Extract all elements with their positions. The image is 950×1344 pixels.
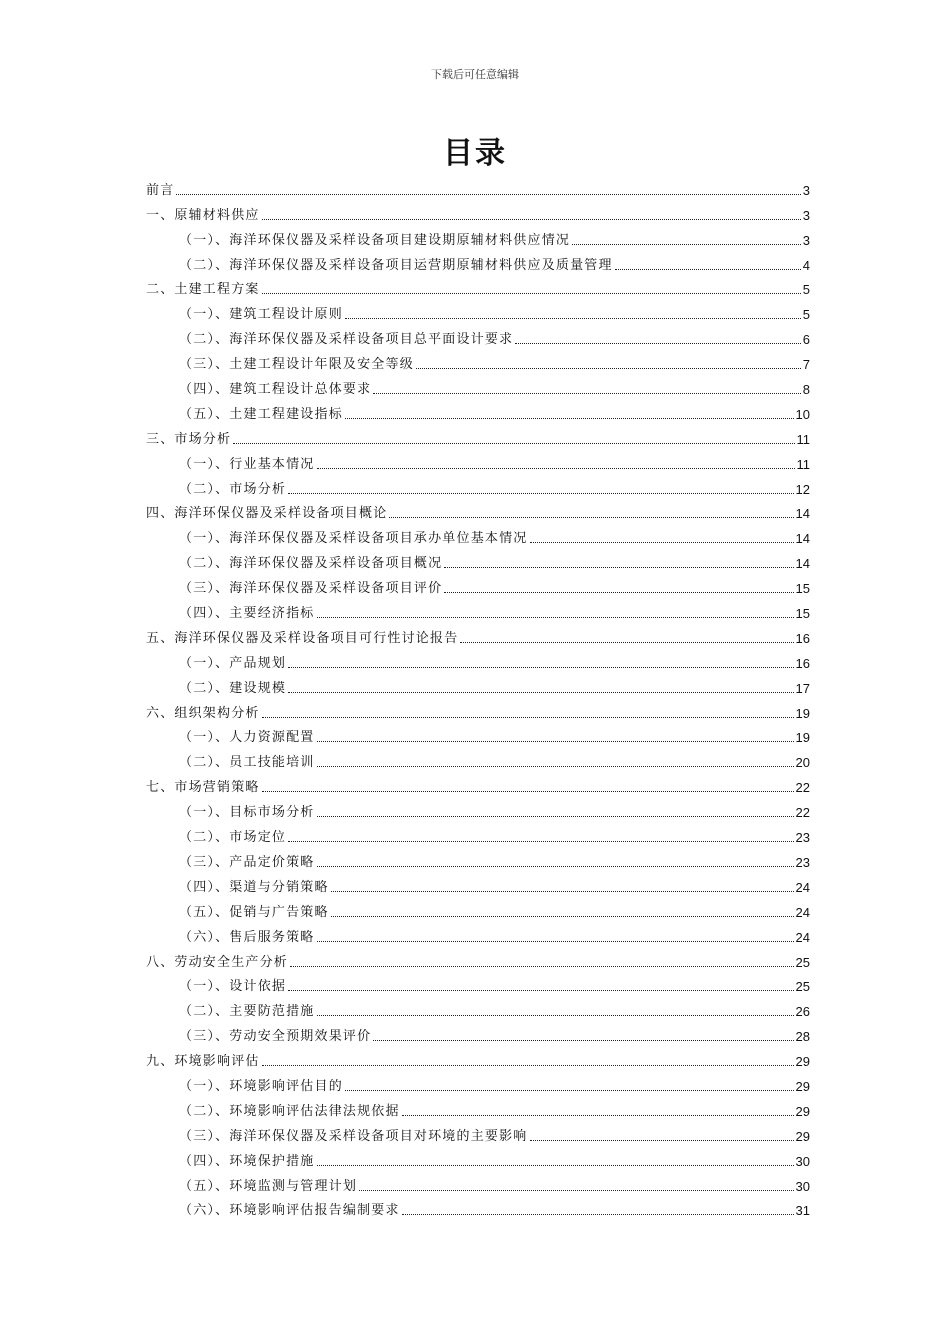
toc-dot-leader — [402, 1115, 794, 1116]
toc-entry-label: （五）、环境监测与管理计划 — [179, 1178, 358, 1194]
toc-dot-leader — [317, 1015, 794, 1016]
toc-entry-page-number: 5 — [802, 307, 810, 323]
toc-entry[interactable] — [146, 996, 810, 1021]
toc-dot-leader — [288, 841, 793, 842]
toc-entry-page-number: 11 — [796, 431, 810, 447]
toc-entry[interactable] — [146, 1021, 810, 1046]
toc-entry-label: （一）、建筑工程设计原则 — [179, 307, 343, 323]
toc-entry[interactable] — [146, 747, 810, 772]
toc-entry-label: （六）、售后服务策略 — [179, 929, 315, 945]
toc-entry-label: 六、组织架构分析 — [146, 705, 260, 721]
toc-entry-label: 三、市场分析 — [146, 431, 232, 447]
toc-dot-leader — [317, 617, 794, 618]
toc-entry-page-number: 29 — [795, 1078, 810, 1094]
toc-dot-leader — [288, 493, 793, 494]
toc-entry-label: （三）、海洋环保仪器及采样设备项目对环境的主要影响 — [179, 1128, 528, 1144]
toc-entry-page-number: 19 — [795, 730, 810, 746]
toc-entry-page-number: 10 — [795, 406, 810, 422]
toc-entry-page-number: 6 — [802, 332, 810, 348]
toc-entry-label: （五）、土建工程建设指标 — [179, 406, 343, 422]
toc-entry-label: （三）、劳动安全预期效果评价 — [179, 1029, 372, 1045]
toc-dot-leader — [345, 1090, 794, 1091]
toc-dot-leader — [359, 1190, 793, 1191]
toc-entry-page-number: 14 — [795, 556, 810, 572]
toc-entry[interactable] — [146, 1121, 810, 1146]
toc-dot-leader — [389, 517, 793, 518]
toc-entry-label: （六）、环境影响评估报告编制要求 — [179, 1203, 400, 1219]
toc-entry-page-number: 15 — [795, 606, 810, 622]
toc-entry-page-number: 4 — [802, 257, 810, 273]
toc-entry[interactable] — [146, 275, 810, 300]
toc-entry-page-number: 3 — [802, 207, 810, 223]
toc-entry-label: （一）、产品规划 — [179, 655, 287, 671]
toc-dot-leader — [262, 717, 794, 718]
toc-entry-label: （三）、产品定价策略 — [179, 854, 315, 870]
toc-entry[interactable] — [146, 200, 810, 225]
toc-entry-label: （一）、环境影响评估目的 — [179, 1078, 343, 1094]
toc-dot-leader — [530, 1140, 794, 1141]
toc-dot-leader — [345, 418, 794, 419]
toc-entry[interactable] — [146, 972, 810, 997]
toc-dot-leader — [373, 1040, 793, 1041]
toc-entry[interactable] — [146, 424, 810, 449]
toc-entry-label: 五、海洋环保仪器及采样设备项目可行性讨论报告 — [146, 630, 459, 646]
toc-entry[interactable] — [146, 623, 810, 648]
toc-entry[interactable] — [146, 648, 810, 673]
toc-dot-leader — [345, 318, 801, 319]
toc-entry-label: （一）、目标市场分析 — [179, 805, 315, 821]
toc-entry[interactable] — [146, 573, 810, 598]
toc-entry-page-number: 25 — [795, 954, 810, 970]
toc-entry-label: （四）、渠道与分销策略 — [179, 879, 329, 895]
toc-entry-page-number: 5 — [802, 282, 810, 298]
toc-entry-page-number: 24 — [795, 904, 810, 920]
toc-entry-page-number: 29 — [795, 1103, 810, 1119]
toc-entry-label: （五）、促销与广告策略 — [179, 904, 329, 920]
toc-entry[interactable] — [146, 225, 810, 250]
toc-entry-label: （三）、土建工程设计年限及安全等级 — [179, 357, 414, 373]
toc-dot-leader — [331, 916, 794, 917]
toc-entry-page-number: 17 — [795, 680, 810, 696]
toc-entry-page-number: 15 — [795, 581, 810, 597]
toc-dot-leader — [373, 393, 800, 394]
toc-dot-leader — [262, 1065, 794, 1066]
toc-entry-page-number: 23 — [795, 854, 810, 870]
toc-entry[interactable] — [146, 1071, 810, 1096]
toc-entry[interactable] — [146, 299, 810, 324]
toc-entry-label: （二）、海洋环保仪器及采样设备项目概况 — [179, 556, 443, 572]
toc-entry-label: 二、土建工程方案 — [146, 282, 260, 298]
toc-entry[interactable] — [146, 698, 810, 723]
toc-dot-leader — [416, 368, 801, 369]
toc-entry[interactable] — [146, 847, 810, 872]
toc-dot-leader — [233, 443, 794, 444]
toc-entry-page-number: 14 — [795, 506, 810, 522]
toc-entry-page-number: 22 — [795, 780, 810, 796]
toc-entry-page-number: 12 — [795, 481, 810, 497]
toc-entry-page-number: 25 — [795, 979, 810, 995]
toc-entry[interactable] — [146, 822, 810, 847]
toc-dot-leader — [317, 941, 794, 942]
toc-entry-label: （一）、海洋环保仪器及采样设备项目建设期原辅材料供应情况 — [179, 232, 571, 248]
toc-entry-page-number: 30 — [795, 1178, 810, 1194]
toc-entry[interactable] — [146, 324, 810, 349]
toc-entry[interactable] — [146, 349, 810, 374]
toc-entry[interactable] — [146, 872, 810, 897]
toc-dot-leader — [288, 990, 793, 991]
toc-entry-page-number: 20 — [795, 755, 810, 771]
page-header-note: 下载后可任意编辑 — [431, 68, 519, 81]
toc-dot-leader — [317, 741, 794, 742]
toc-entry-label: 九、环境影响评估 — [146, 1054, 260, 1070]
toc-dot-leader — [460, 642, 793, 643]
toc-entry-page-number: 19 — [795, 705, 810, 721]
toc-entry[interactable] — [146, 1171, 810, 1196]
toc-entry-page-number: 24 — [795, 879, 810, 895]
toc-entry-label: （二）、海洋环保仪器及采样设备项目总平面设计要求 — [179, 332, 514, 348]
toc-entry-page-number: 31 — [795, 1203, 810, 1219]
toc-entry-label: （二）、主要防范措施 — [179, 1004, 315, 1020]
toc-entry-label: 前言 — [146, 182, 175, 198]
table-of-contents — [146, 175, 810, 1220]
toc-entry-label: 四、海洋环保仪器及采样设备项目概论 — [146, 506, 388, 522]
toc-entry[interactable] — [146, 1096, 810, 1121]
toc-dot-leader — [530, 542, 794, 543]
toc-entry[interactable] — [146, 499, 810, 524]
toc-dot-leader — [176, 194, 800, 195]
toc-dot-leader — [288, 667, 793, 668]
toc-dot-leader — [572, 244, 801, 245]
toc-dot-leader — [317, 866, 794, 867]
toc-entry[interactable] — [146, 1146, 810, 1171]
toc-entry-label: （二）、建设规模 — [179, 680, 287, 696]
toc-entry-page-number: 29 — [795, 1054, 810, 1070]
toc-entry-page-number: 28 — [795, 1029, 810, 1045]
toc-entry-page-number: 23 — [795, 830, 810, 846]
toc-entry-label: （一）、设计依据 — [179, 979, 287, 995]
toc-entry-page-number: 30 — [795, 1153, 810, 1169]
toc-entry-label: （四）、主要经济指标 — [179, 606, 315, 622]
toc-dot-leader — [515, 343, 800, 344]
toc-entry-page-number: 14 — [795, 531, 810, 547]
toc-entry[interactable] — [146, 797, 810, 822]
toc-entry[interactable] — [146, 474, 810, 499]
toc-entry-label: （一）、行业基本情况 — [179, 456, 315, 472]
toc-entry-page-number: 16 — [795, 630, 810, 646]
toc-entry[interactable] — [146, 449, 810, 474]
toc-entry-label: （一）、人力资源配置 — [179, 730, 315, 746]
toc-entry[interactable] — [146, 175, 810, 200]
toc-entry[interactable] — [146, 723, 810, 748]
toc-entry[interactable] — [146, 250, 810, 275]
toc-entry[interactable] — [146, 523, 810, 548]
toc-entry[interactable] — [146, 897, 810, 922]
toc-entry[interactable] — [146, 374, 810, 399]
toc-entry-label: （四）、环境保护措施 — [179, 1153, 315, 1169]
toc-entry[interactable] — [146, 673, 810, 698]
toc-entry[interactable] — [146, 399, 810, 424]
toc-entry[interactable] — [146, 947, 810, 972]
toc-entry[interactable] — [146, 1046, 810, 1071]
toc-entry-page-number: 11 — [796, 456, 810, 472]
toc-entry-page-number: 22 — [795, 805, 810, 821]
toc-entry[interactable] — [146, 1196, 810, 1221]
toc-entry[interactable] — [146, 772, 810, 797]
toc-entry-page-number: 7 — [802, 357, 810, 373]
toc-entry-label: （二）、员工技能培训 — [179, 755, 315, 771]
toc-dot-leader — [402, 1214, 794, 1215]
toc-entry[interactable] — [146, 598, 810, 623]
toc-entry-page-number: 3 — [802, 232, 810, 248]
toc-entry-label: 一、原辅材料供应 — [146, 207, 260, 223]
toc-dot-leader — [290, 966, 794, 967]
toc-entry-page-number: 8 — [802, 382, 810, 398]
toc-entry-label: （三）、海洋环保仪器及采样设备项目评价 — [179, 581, 443, 597]
toc-entry-label: （二）、海洋环保仪器及采样设备项目运营期原辅材料供应及质量管理 — [179, 257, 613, 273]
toc-dot-leader — [444, 567, 793, 568]
toc-entry[interactable] — [146, 548, 810, 573]
toc-dot-leader — [262, 219, 801, 220]
toc-entry-page-number: 16 — [795, 655, 810, 671]
toc-entry[interactable] — [146, 922, 810, 947]
toc-dot-leader — [317, 816, 794, 817]
toc-entry-page-number: 29 — [795, 1128, 810, 1144]
toc-entry-label: （二）、市场定位 — [179, 830, 287, 846]
toc-entry-page-number: 3 — [802, 182, 810, 198]
toc-entry-label: （一）、海洋环保仪器及采样设备项目承办单位基本情况 — [179, 531, 528, 547]
toc-entry-label: 八、劳动安全生产分析 — [146, 954, 289, 970]
toc-dot-leader — [444, 592, 793, 593]
toc-dot-leader — [317, 1165, 794, 1166]
toc-entry-label: 七、市场营销策略 — [146, 780, 260, 796]
toc-entry-label: （二）、环境影响评估法律法规依据 — [179, 1103, 400, 1119]
toc-dot-leader — [288, 692, 793, 693]
page-title: 目录 — [443, 136, 507, 171]
toc-dot-leader — [262, 791, 794, 792]
toc-dot-leader — [331, 891, 794, 892]
toc-dot-leader — [317, 468, 795, 469]
toc-entry-page-number: 26 — [795, 1004, 810, 1020]
toc-dot-leader — [317, 766, 794, 767]
toc-entry-page-number: 24 — [795, 929, 810, 945]
toc-dot-leader — [262, 293, 801, 294]
toc-entry-label: （二）、市场分析 — [179, 481, 287, 497]
toc-entry-label: （四）、建筑工程设计总体要求 — [179, 382, 372, 398]
toc-dot-leader — [615, 269, 801, 270]
